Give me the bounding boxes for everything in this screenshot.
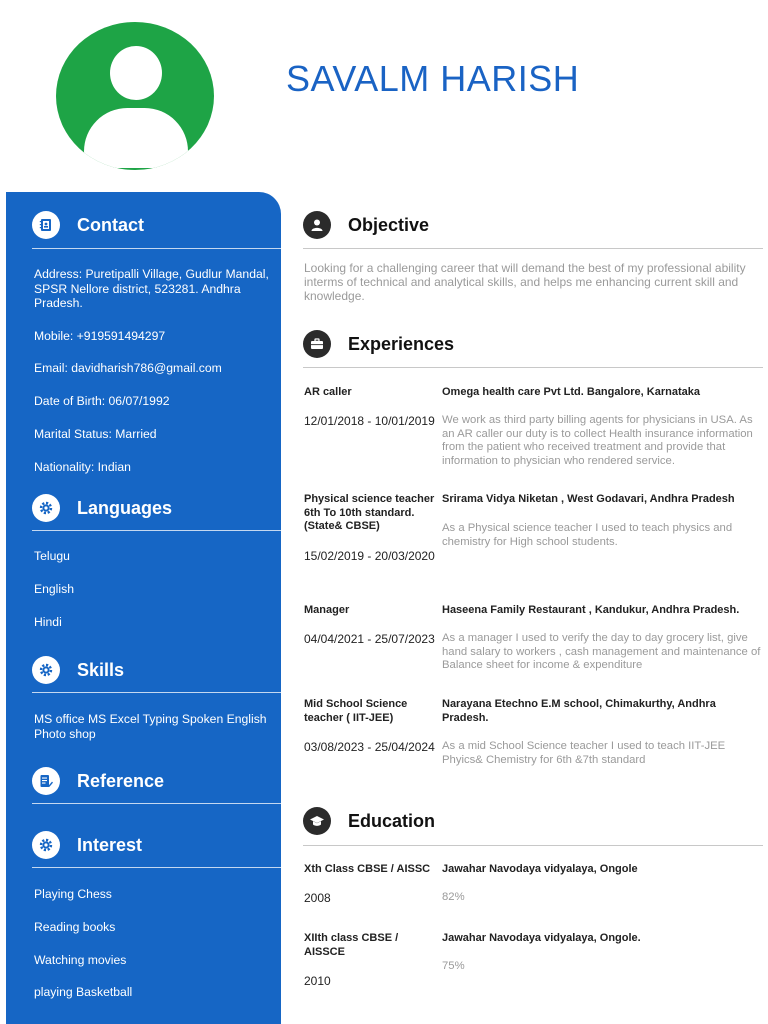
contact-marital-status: Marital Status: Married <box>34 427 157 441</box>
education-school: Jawahar Navodaya vidyalaya, Ongole. <box>442 932 641 944</box>
experience-date: 03/08/2023 - 25/04/2024 <box>304 740 435 754</box>
contact-nationality: Nationality: Indian <box>34 460 131 474</box>
contact-header <box>32 209 144 241</box>
skills-header <box>32 654 124 686</box>
experience-organization: Omega health care Pvt Ltd. Bangalore, Karnataka <box>442 386 700 398</box>
gear-icon <box>32 831 60 859</box>
experience-role: AR caller <box>304 386 352 398</box>
experience-description: As a manager I used to verify the day to day grocery list, give hand salary to workers , cash management and maintenance of Balance sheet for income & expenditure <box>442 632 761 672</box>
experience-role: Manager <box>304 604 350 616</box>
interest-title: Interest <box>77 834 143 855</box>
graduation-cap-icon <box>303 807 331 835</box>
experience-role: Mid School Science teacher ( IIT-JEE) <box>304 698 408 724</box>
education-score: 75% <box>442 960 465 972</box>
skills-title: Skills <box>77 659 125 680</box>
education-degree: Xth Class CBSE / AISSC <box>304 863 431 875</box>
gear-icon <box>32 656 60 684</box>
experience-date: 12/01/2018 - 10/01/2019 <box>304 414 435 428</box>
profile-avatar-icon <box>56 22 214 170</box>
interest-item: Watching movies <box>34 953 127 967</box>
interest-item: Playing Chess <box>34 887 112 901</box>
reference-title: Reference <box>77 770 165 791</box>
experiences-header <box>303 329 454 359</box>
experience-description: We work as third party billing agents for physicians in USA. As an AR caller our duty is to collect Health insurance information from the patient who received treatment and provide that information to physician who rendered service. <box>442 414 753 467</box>
education-header <box>303 806 435 836</box>
objective-divider <box>303 248 763 249</box>
reference-header <box>32 765 164 797</box>
document-edit-icon <box>32 767 60 795</box>
education-divider <box>303 845 763 846</box>
gear-icon <box>32 494 60 522</box>
languages-title: Languages <box>77 497 173 518</box>
interest-item: Reading books <box>34 920 116 934</box>
objective-text: Looking for a challenging career that will demand the best of my professional ability interms of technical and analytical skills, and helps me enhancing current skill and knowledge. <box>304 261 746 303</box>
skills-divider <box>32 692 281 693</box>
skills-list: MS office MS Excel Typing Spoken English Photo shop <box>34 712 267 741</box>
education-year: 2008 <box>304 891 331 905</box>
language-item: Telugu <box>34 549 70 563</box>
experiences-title: Experiences <box>348 333 455 354</box>
contact-mobile: Mobile: +919591494297 <box>34 329 166 343</box>
contact-title: Contact <box>77 214 144 235</box>
education-score: 82% <box>442 891 465 903</box>
contact-email: Email: davidharish786@gmail.com <box>34 361 222 375</box>
user-icon <box>303 211 331 239</box>
experience-date: 04/04/2021 - 25/07/2023 <box>304 632 435 646</box>
experience-role: Physical science teacher 6th To 10th standard. (State& CBSE) <box>304 493 435 532</box>
education-title: Education <box>348 810 436 831</box>
interest-item: playing Basketball <box>34 985 133 999</box>
avatar-body <box>84 108 188 168</box>
experience-organization: Haseena Family Restaurant , Kandukur, Andhra Pradesh. <box>442 604 740 616</box>
experience-description: As a Physical science teacher I used to teach physics and chemistry for High school students. <box>442 522 733 548</box>
experience-organization: Narayana Etechno E.M school, Chimakurthy, Andhra Pradesh. <box>442 698 716 724</box>
sidebar <box>6 192 281 1024</box>
experience-date: 15/02/2019 - 20/03/2020 <box>304 549 435 563</box>
objective-title: Objective <box>348 214 430 235</box>
reference-divider <box>32 803 281 804</box>
language-item: English <box>34 582 74 596</box>
contact-divider <box>32 248 281 249</box>
languages-header <box>32 492 172 524</box>
experience-description: As a mid School Science teacher I used to teach IIT-JEE Phyics& Chemistry for 6th &7th standard <box>442 740 726 766</box>
language-item: Hindi <box>34 615 62 629</box>
languages-divider <box>32 530 281 531</box>
candidate-name: SAVALM HARISH <box>286 58 580 99</box>
objective-header <box>303 210 429 240</box>
experience-organization: Srirama Vidya Niketan , West Godavari, Andhra Pradesh <box>442 493 735 505</box>
briefcase-icon <box>303 330 331 358</box>
contact-address: Address: Puretipalli Village, Gudlur Mandal, SPSR Nellore district, 523281. Andhra Pradesh. <box>34 267 269 310</box>
contact-dob: Date of Birth: 06/07/1992 <box>34 394 170 408</box>
education-school: Jawahar Navodaya vidyalaya, Ongole <box>442 863 638 875</box>
interest-header <box>32 829 142 861</box>
education-year: 2010 <box>304 974 331 988</box>
contact-book-icon <box>32 211 60 239</box>
avatar-head <box>110 46 162 100</box>
interest-divider <box>32 867 281 868</box>
education-degree: XIIth class CBSE / AISSCE <box>304 932 399 958</box>
experiences-divider <box>303 367 763 368</box>
